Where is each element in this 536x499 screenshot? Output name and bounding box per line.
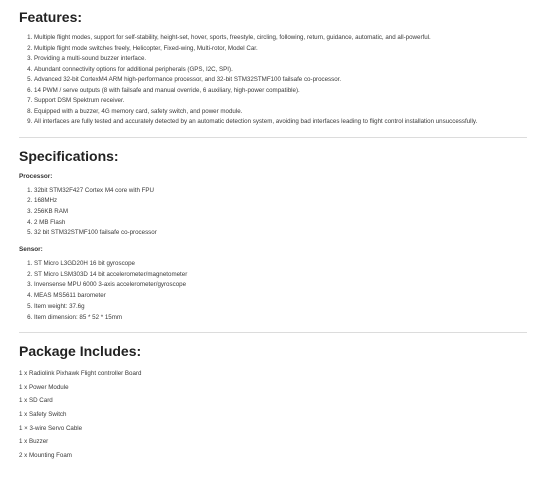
package-item: 1 x Buzzer: [19, 438, 49, 446]
package-item: 2 x Mounting Foam: [19, 451, 72, 459]
feature-item: 7. Support DSM Spektrum receiver.: [34, 96, 524, 107]
package-item: 1 x Radiolink Pixhawk Flight controller Board: [19, 370, 142, 378]
package-heading: Package Includes:: [19, 343, 142, 360]
processor-label: Processor:: [19, 172, 53, 180]
sensor-label: Sensor:: [19, 246, 43, 254]
features-heading: Features:: [19, 9, 83, 25]
processor-item: 2. 168MHz: [34, 196, 524, 207]
specifications-section: [19, 147, 524, 324]
section-divider: [19, 332, 527, 333]
feature-item: 4. Abundant connectivity options for additional peripherals (GPS, I2C, SPI).: [34, 65, 524, 76]
package-item: 1 x Safety Switch: [19, 411, 67, 419]
features-section: [19, 8, 524, 128]
package-section: [19, 342, 524, 462]
package-item: 1 x SD Card: [19, 397, 53, 405]
sensor-item: 6. Item dimension: 85 * 52 * 15mm: [34, 313, 524, 324]
package-item: 1 x Power Module: [19, 383, 69, 391]
processor-item: 3. 256KB RAM: [34, 207, 524, 218]
sensor-item: 5. Item weight: 37.6g: [34, 302, 524, 313]
package-item: 1 × 3-wire Servo Cable: [19, 424, 83, 432]
sensor-list: [19, 259, 524, 323]
feature-item: 2. Multiple flight mode switches freely, Helicopter, Fixed-wing, Multi-rotor, Model Car.: [34, 44, 524, 55]
section-divider: [19, 137, 527, 138]
specifications-heading: Specifications:: [19, 147, 119, 164]
sensor-item: 3. Invensense MPU 6000 3-axis accelerometer/gyroscope: [34, 280, 524, 291]
feature-item: 6. 14 PWM / serve outputs (8 with failsafe and manual override, 6 auxiliary, high-power compatible).: [34, 86, 524, 97]
sensor-item: 1. ST Micro L3GD20H 16 bit gyroscope: [34, 259, 524, 270]
processor-list: [19, 186, 524, 240]
feature-item: 5. Advanced 32-bit CortexM4 ARM high-performance processor, and 32-bit STM32STMF100 failsafe co-processor.: [34, 75, 524, 86]
sensor-item: 2. ST Micro LSM303D 14 bit accelerometer/magnetometer: [34, 270, 524, 281]
features-list: [19, 33, 524, 128]
processor-item: 4. 2 MB Flash: [34, 218, 524, 229]
feature-item: 1. Multiple flight modes, support for self-stability, height-set, hover, sports, freestyle, circling, following, return, guidance, automatic, and all-powerful.: [34, 33, 524, 44]
sensor-item: 4. MEAS MS5611 barometer: [34, 291, 524, 302]
feature-item: 3. Providing a multi-sound buzzer interface.: [34, 54, 524, 65]
processor-item: 1. 32bit STM32F427 Cortex M4 core with FPU: [34, 186, 524, 197]
feature-item: 8. Equipped with a buzzer, 4G memory card, safety switch, and power module.: [34, 107, 524, 118]
package-list: [19, 367, 524, 462]
feature-item: 9. All interfaces are fully tested and accurately detected by an automatic detection system, avoiding bad interfaces leading to flight control installation unsuccessfully.: [34, 117, 524, 128]
processor-item: 5. 32 bit STM32STMF100 failsafe co-processor: [34, 228, 524, 239]
